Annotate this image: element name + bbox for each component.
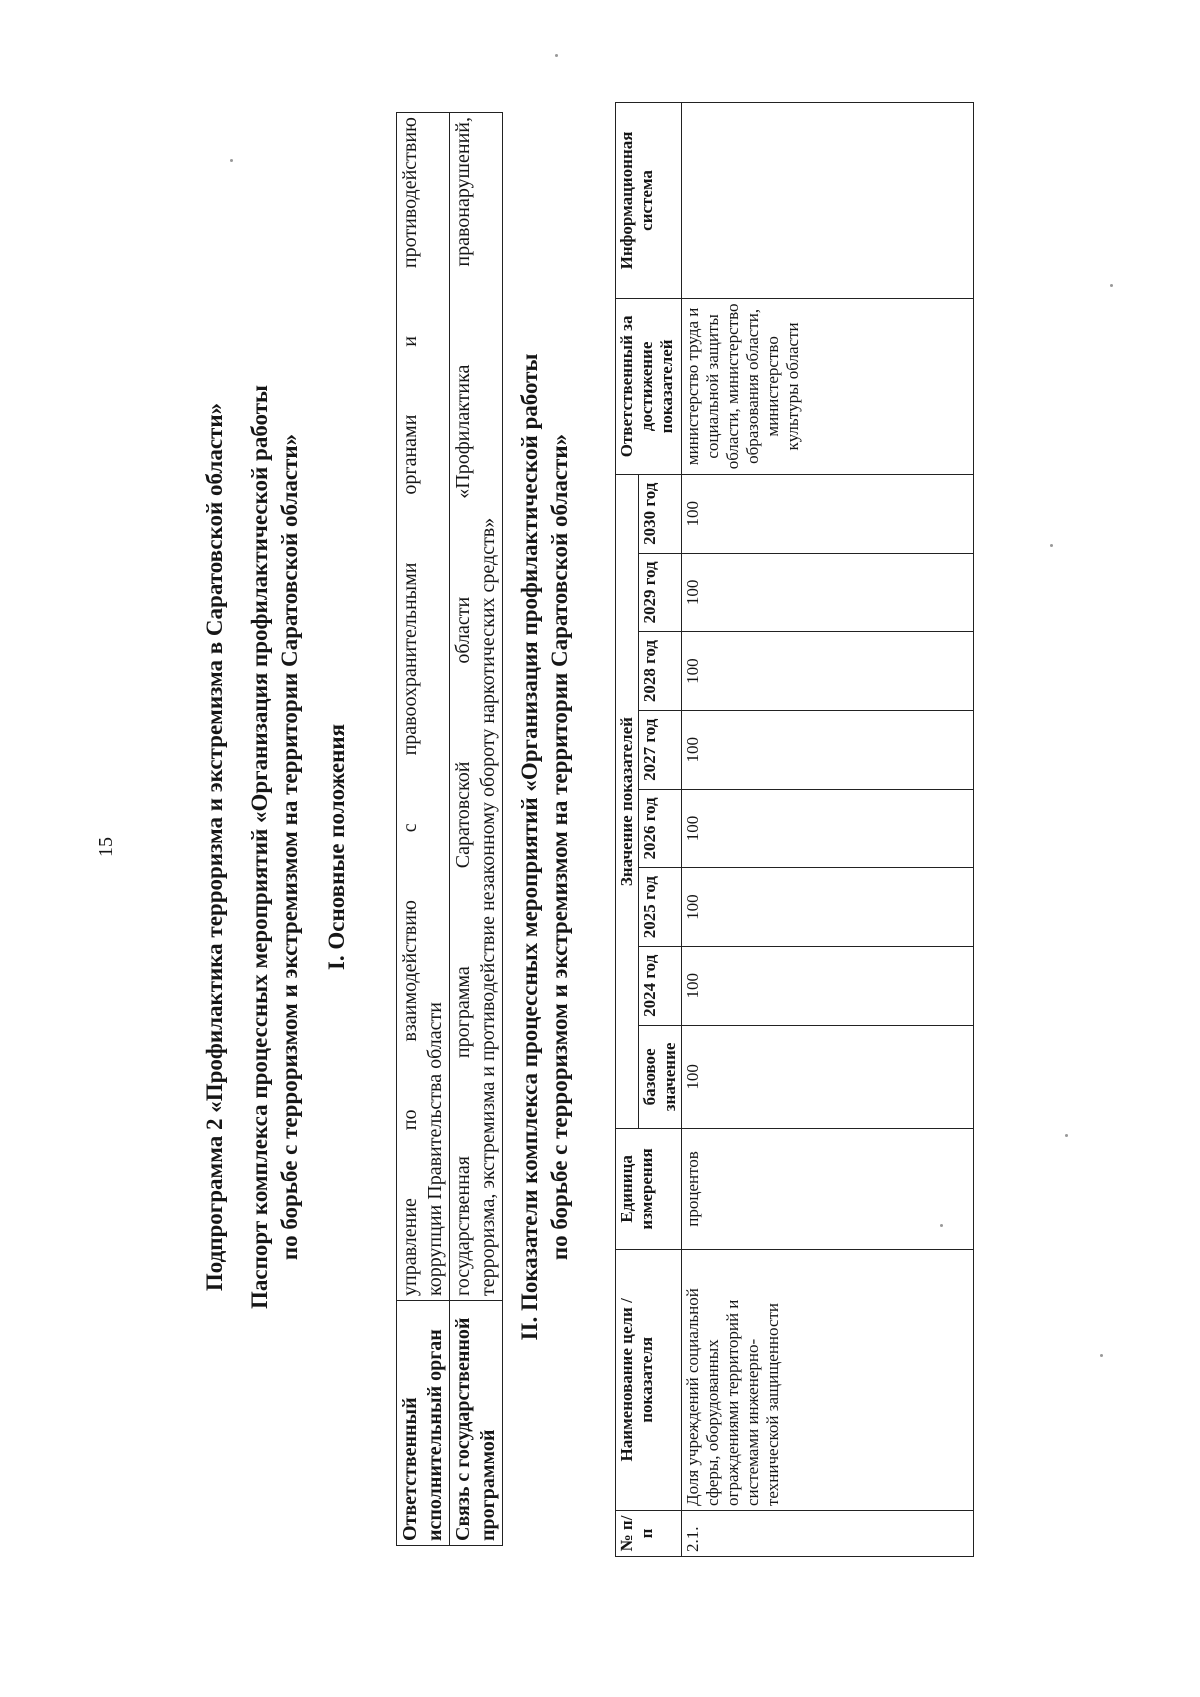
table-row (682, 103, 974, 1557)
cell-2030: 100 (682, 474, 974, 553)
responsible-body-value (397, 113, 450, 1301)
cell-name: Доля учреждений социальной сферы, оборудованных ограждениями территорий и системами инженерно-технической защищенности (682, 1249, 974, 1510)
header-2028: 2028 год (639, 632, 682, 711)
header-values-group: Значение показателей (616, 474, 639, 1128)
program-link-value-line2: терроризма, экстремизма и противодействие незаконному обороту наркотических средств» (477, 517, 499, 1296)
header-base: базовое значение (639, 1025, 682, 1129)
table-row (397, 113, 450, 1546)
page-number: 15 (95, 837, 117, 857)
scan-speck (1100, 1354, 1103, 1357)
cell-num: 2.1. (682, 1511, 974, 1557)
section2-title (515, 177, 575, 1517)
header-unit: Единица измерения (616, 1129, 682, 1249)
scan-speck (230, 159, 233, 162)
program-link-value (450, 113, 503, 1301)
section2-title-line2: по борьбе с терроризмом и экстремизмом на территории Саратовской области» (547, 433, 572, 1261)
header-2026: 2026 год (639, 789, 682, 868)
program-link-value-line1: государственная программа Саратовской области «Профилактика правонарушений, (452, 117, 474, 1296)
cell-2025: 100 (682, 868, 974, 947)
cell-responsible: министерство труда и социальной защиты области, министерство образования области, министерство культуры области (682, 298, 974, 474)
program-link-label: Связь с государственной программой (450, 1301, 503, 1546)
cell-2029: 100 (682, 553, 974, 632)
cell-2027: 100 (682, 710, 974, 789)
responsible-body-value-line2: коррупции Правительства области (424, 1002, 446, 1296)
table-row (450, 113, 503, 1546)
section2-title-line1: II. Показатели комплекса процессных мероприятий «Организация профилактической работы (517, 353, 542, 1341)
scan-speck (940, 1224, 943, 1227)
cell-2026: 100 (682, 789, 974, 868)
cell-2024: 100 (682, 946, 974, 1025)
cell-2028: 100 (682, 632, 974, 711)
scan-speck (1110, 284, 1113, 287)
header-num: № п/п (616, 1511, 682, 1557)
header-name: Наименование цели / показателя (616, 1249, 682, 1510)
scan-speck (555, 54, 558, 57)
indicators-table (615, 102, 974, 1557)
responsible-body-label: Ответственный исполнительный орган (397, 1301, 450, 1546)
cell-unit: процентов (682, 1129, 974, 1249)
cell-base: 100 (682, 1025, 974, 1129)
header-2025: 2025 год (639, 868, 682, 947)
scan-speck (1050, 544, 1053, 547)
header-2029: 2029 год (639, 553, 682, 632)
header-responsible: Ответственный за достижение показателей (616, 298, 682, 474)
responsible-body-value-line1: управление по взаимодействию с правоохранительными органами и противодействию (399, 117, 421, 1296)
header-2027: 2027 год (639, 710, 682, 789)
header-2030: 2030 год (639, 474, 682, 553)
passport-title-line1: Паспорт комплекса процессных мероприятий «Организация профилактической работы (247, 385, 272, 1310)
scan-speck (1065, 1134, 1068, 1137)
cell-info-system (682, 103, 974, 299)
header-info-system: Информационная система (616, 103, 682, 299)
section1-title: I. Основные положения (324, 723, 349, 971)
passport-title (245, 177, 305, 1517)
header-2024: 2024 год (639, 946, 682, 1025)
subprogram-title: Подпрограмма 2 «Профилактика терроризма и экстремизма в Саратовской области» (202, 402, 227, 1292)
passport-title-line2: по борьбе с терроризмом и экстремизмом на территории Саратовской области» (277, 433, 302, 1261)
header-row (616, 103, 639, 1557)
main-provisions-table (396, 112, 503, 1546)
